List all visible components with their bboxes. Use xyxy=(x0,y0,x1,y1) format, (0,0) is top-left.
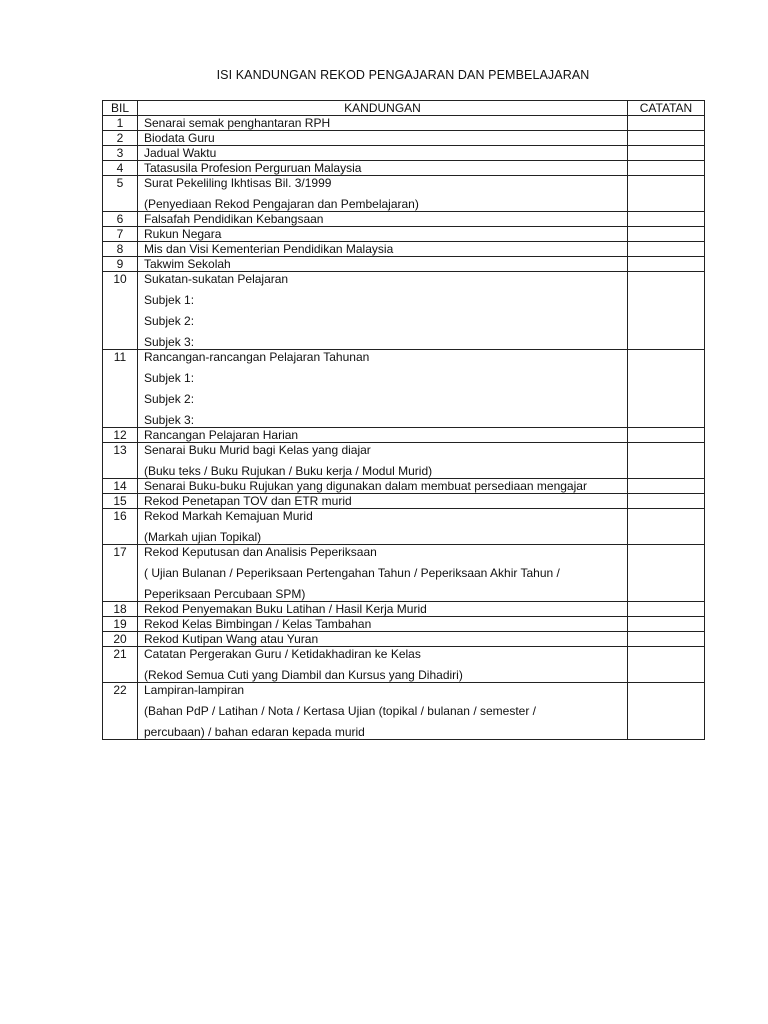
row-notes xyxy=(628,479,705,494)
row-notes xyxy=(628,602,705,617)
table-header-row xyxy=(103,101,705,116)
row-content xyxy=(138,161,628,176)
row-number: 12 xyxy=(103,428,138,443)
row-number: 20 xyxy=(103,632,138,647)
row-content xyxy=(138,257,628,272)
row-notes xyxy=(628,161,705,176)
content-line: Peperiksaan Percubaan SPM) xyxy=(144,587,306,601)
content-line: (Penyediaan Rekod Pengajaran dan Pembelajaran) xyxy=(144,197,419,211)
row-notes xyxy=(628,176,705,212)
contents-table xyxy=(102,100,705,740)
row-content xyxy=(138,428,628,443)
content-line: Mis dan Visi Kementerian Pendidikan Malaysia xyxy=(144,242,394,256)
row-notes xyxy=(628,131,705,146)
content-line: Rekod Keputusan dan Analisis Peperiksaan xyxy=(144,545,377,559)
content-line: Subjek 2: xyxy=(144,392,195,406)
content-line: Rekod Penetapan TOV dan ETR murid xyxy=(144,494,352,508)
row-number: 19 xyxy=(103,617,138,632)
row-number: 17 xyxy=(103,545,138,602)
content-line: percubaan) / bahan edaran kepada murid xyxy=(144,725,365,739)
row-notes xyxy=(628,257,705,272)
row-notes xyxy=(628,350,705,428)
table-row xyxy=(103,494,705,509)
row-content xyxy=(138,509,628,545)
content-line: Rekod Markah Kemajuan Murid xyxy=(144,509,313,523)
content-line: Rukun Negara xyxy=(144,227,222,241)
row-notes xyxy=(628,146,705,161)
row-number: 13 xyxy=(103,443,138,479)
row-content xyxy=(138,479,628,494)
row-number: 11 xyxy=(103,350,138,428)
row-number: 5 xyxy=(103,176,138,212)
content-line: Rekod Penyemakan Buku Latihan / Hasil Kerja Murid xyxy=(144,602,427,616)
header-catatan: CATATAN xyxy=(628,101,705,116)
row-number: 6 xyxy=(103,212,138,227)
row-content xyxy=(138,494,628,509)
content-line: (Rekod Semua Cuti yang Diambil dan Kursus yang Dihadiri) xyxy=(144,668,463,682)
header-bil: BIL xyxy=(103,101,138,116)
table-row xyxy=(103,146,705,161)
table-row xyxy=(103,509,705,545)
row-content xyxy=(138,242,628,257)
row-notes xyxy=(628,683,705,740)
row-content xyxy=(138,131,628,146)
row-notes xyxy=(628,617,705,632)
row-number: 21 xyxy=(103,647,138,683)
row-content xyxy=(138,545,628,602)
table-row xyxy=(103,647,705,683)
table-row xyxy=(103,161,705,176)
row-number: 10 xyxy=(103,272,138,350)
row-content xyxy=(138,683,628,740)
row-number: 22 xyxy=(103,683,138,740)
content-line: Jadual Waktu xyxy=(144,146,217,160)
table-row xyxy=(103,212,705,227)
content-line: (Bahan PdP / Latihan / Nota / Kertasa Ujian (topikal / bulanan / semester / xyxy=(144,704,536,718)
row-number: 3 xyxy=(103,146,138,161)
table-body xyxy=(103,116,705,740)
row-content xyxy=(138,176,628,212)
content-line: Subjek 1: xyxy=(144,371,195,385)
content-line: Subjek 3: xyxy=(144,413,195,427)
row-content xyxy=(138,443,628,479)
content-line: Rekod Kelas Bimbingan / Kelas Tambahan xyxy=(144,617,372,631)
table-row xyxy=(103,131,705,146)
row-number: 7 xyxy=(103,227,138,242)
table-row xyxy=(103,242,705,257)
table-row xyxy=(103,632,705,647)
table-row xyxy=(103,479,705,494)
row-notes xyxy=(628,494,705,509)
row-content xyxy=(138,632,628,647)
row-notes xyxy=(628,545,705,602)
header-kandungan: KANDUNGAN xyxy=(138,101,628,116)
table-row xyxy=(103,350,705,428)
content-line: Takwim Sekolah xyxy=(144,257,231,271)
content-line: Surat Pekeliling Ikhtisas Bil. 3/1999 xyxy=(144,176,332,190)
table-row xyxy=(103,227,705,242)
content-line: Subjek 1: xyxy=(144,293,195,307)
content-line: (Buku teks / Buku Rujukan / Buku kerja / Modul Murid) xyxy=(144,464,433,478)
row-notes xyxy=(628,632,705,647)
row-notes xyxy=(628,647,705,683)
content-line: (Markah ujian Topikal) xyxy=(144,530,262,544)
row-number: 4 xyxy=(103,161,138,176)
row-notes xyxy=(628,116,705,131)
content-line: Senarai Buku Murid bagi Kelas yang diajar xyxy=(144,443,371,457)
content-line: Senarai Buku-buku Rujukan yang digunakan dalam membuat persediaan mengajar xyxy=(144,479,587,493)
row-content xyxy=(138,116,628,131)
row-content xyxy=(138,350,628,428)
content-line: Subjek 3: xyxy=(144,335,195,349)
row-notes xyxy=(628,272,705,350)
content-line: Tatasusila Profesion Perguruan Malaysia xyxy=(144,161,362,175)
table-row xyxy=(103,443,705,479)
content-line: Rancangan-rancangan Pelajaran Tahunan xyxy=(144,350,370,364)
content-line: Sukatan-sukatan Pelajaran xyxy=(144,272,289,286)
row-notes xyxy=(628,428,705,443)
document-title: ISI KANDUNGAN REKOD PENGAJARAN DAN PEMBELAJARAN xyxy=(216,68,590,82)
row-notes xyxy=(628,227,705,242)
content-line: Subjek 2: xyxy=(144,314,195,328)
row-number: 15 xyxy=(103,494,138,509)
row-notes xyxy=(628,509,705,545)
row-number: 16 xyxy=(103,509,138,545)
content-line: Rancangan Pelajaran Harian xyxy=(144,428,299,442)
row-content xyxy=(138,617,628,632)
row-notes xyxy=(628,443,705,479)
content-line: ( Ujian Bulanan / Peperiksaan Pertengahan Tahun / Peperiksaan Akhir Tahun / xyxy=(144,566,560,580)
table-row xyxy=(103,428,705,443)
table-row xyxy=(103,683,705,740)
row-content xyxy=(138,647,628,683)
row-notes xyxy=(628,242,705,257)
row-notes xyxy=(628,212,705,227)
content-line: Lampiran-lampiran xyxy=(144,683,245,697)
row-content xyxy=(138,602,628,617)
table-row xyxy=(103,176,705,212)
table-row xyxy=(103,602,705,617)
content-line: Catatan Pergerakan Guru / Ketidakhadiran ke Kelas xyxy=(144,647,421,661)
row-number: 2 xyxy=(103,131,138,146)
row-content xyxy=(138,212,628,227)
row-number: 14 xyxy=(103,479,138,494)
table-row xyxy=(103,272,705,350)
table-row xyxy=(103,617,705,632)
row-content xyxy=(138,272,628,350)
table-row xyxy=(103,116,705,131)
row-number: 9 xyxy=(103,257,138,272)
row-number: 1 xyxy=(103,116,138,131)
row-number: 18 xyxy=(103,602,138,617)
table-row xyxy=(103,545,705,602)
row-content xyxy=(138,227,628,242)
content-line: Biodata Guru xyxy=(144,131,215,145)
row-content xyxy=(138,146,628,161)
table-row xyxy=(103,257,705,272)
content-line: Senarai semak penghantaran RPH xyxy=(144,116,331,130)
row-number: 8 xyxy=(103,242,138,257)
content-line: Rekod Kutipan Wang atau Yuran xyxy=(144,632,319,646)
content-line: Falsafah Pendidikan Kebangsaan xyxy=(144,212,324,226)
